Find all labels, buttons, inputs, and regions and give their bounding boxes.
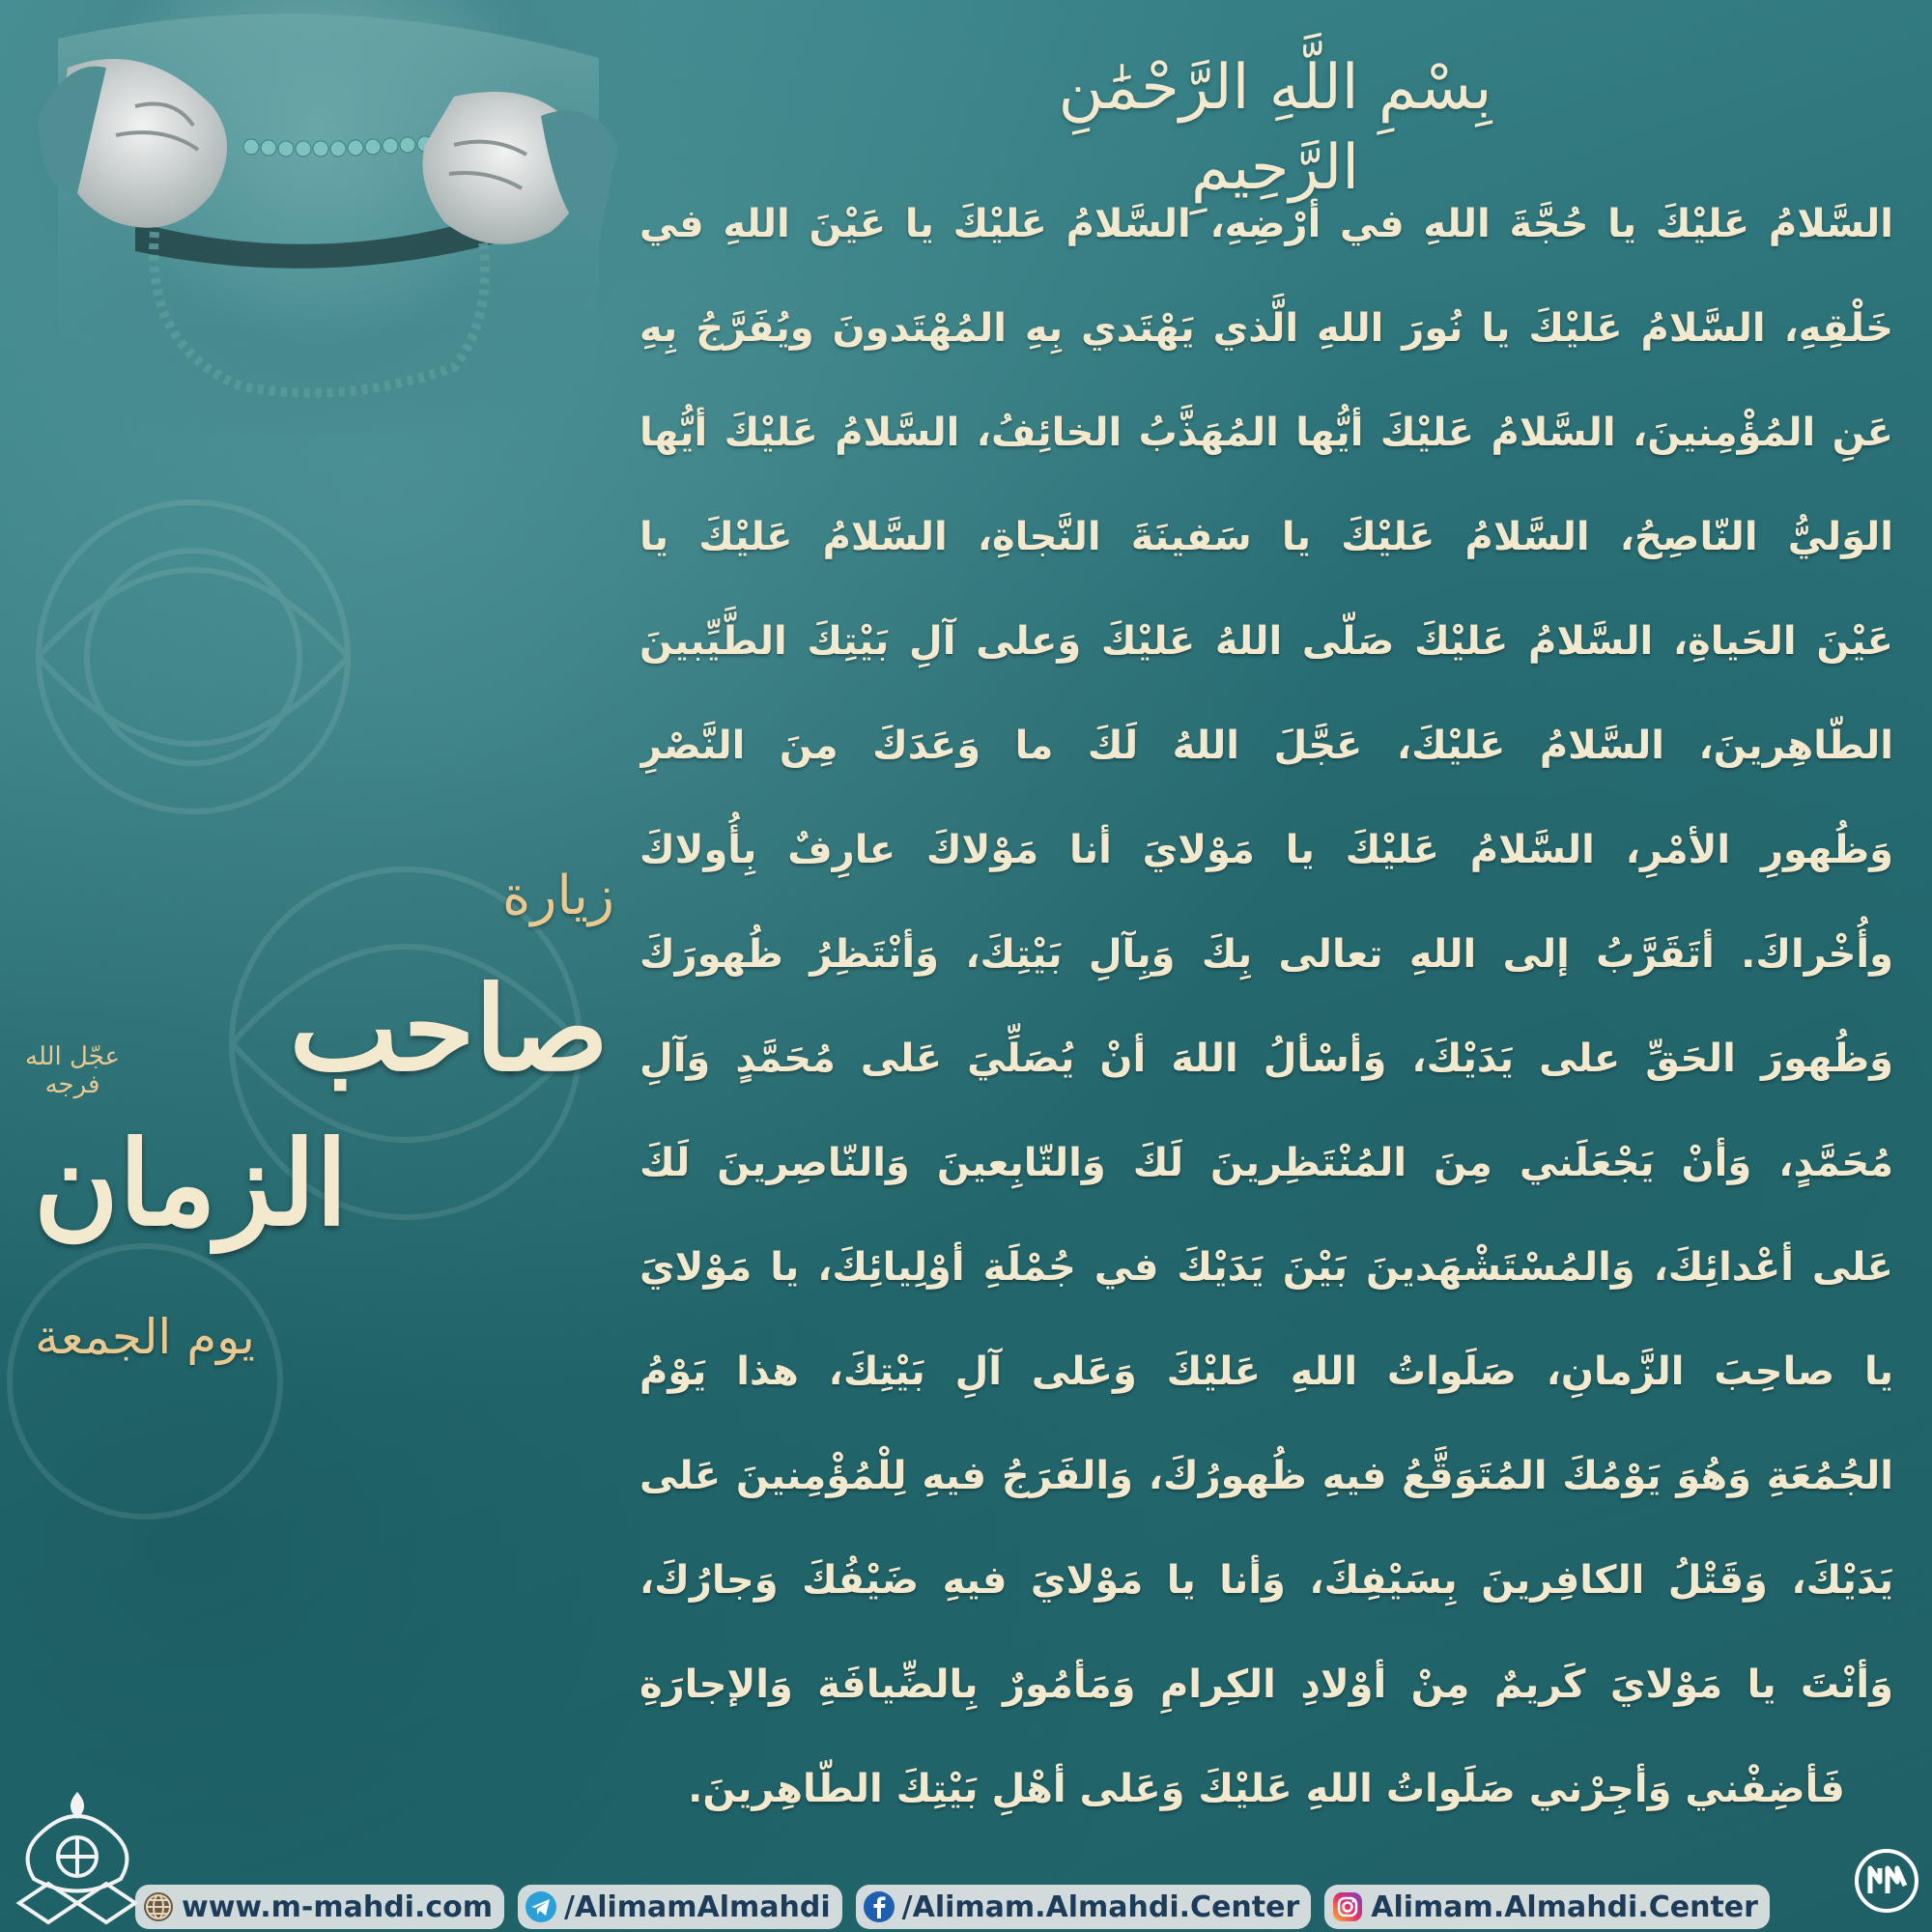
ziyarat-line: السَّلامُ عَليْكَ يا حُجَّةَ اللهِ في أرْضِهِ، السَّلامُ عَليْكَ يا عَيْنَ اللهِ في: [639, 202, 1893, 246]
ziyarat-line: وَظُهورِ الأمْرِ، السَّلامُ عَليْكَ يا مَوْلايَ أنا مَوْلاكَ عارِفٌ بِأُولاكَ: [639, 828, 1893, 872]
globe-icon: [141, 1889, 176, 1924]
ziyarat-line: مُحَمَّدٍ، وَأنْ يَجْعَلَني مِنَ المُنْتَظِرينَ لَكَ وَالتّابِعينَ وَالنّاصِرينَ لَكَ: [639, 1141, 1893, 1185]
ziyarat-line: خَلْقِهِ، السَّلامُ عَليْكَ يا نُورَ اللهِ الَّذي يَهْتَدي بِهِ المُهْتَدونَ ويُفَرَّجُ بِهِ: [639, 306, 1893, 351]
ziyarat-line: وَظُهورَ الحَقِّ على يَدَيْكَ، وَأسْألُ اللهَ أنْ يُصَلِّيَ عَلى مُحَمَّدٍ وَآلِ: [639, 1037, 1893, 1081]
center-logo-icon: [10, 1787, 145, 1932]
title-sahib: صاحب: [289, 961, 609, 1097]
ziyarat-line: الوَليُّ النّاصِحُ، السَّلامُ عَليْكَ يا سَفينَةَ النَّجاةِ، السَّلامُ عَليْكَ يا: [639, 515, 1893, 559]
telegram-text: /AlimamAlmahdi: [564, 1889, 831, 1924]
ziyarat-line: وَأنْتَ يا مَوْلايَ كَريمٌ مِنْ أوْلادِ الكِرامِ وَمَأمُورٌ بِالضِّيافَةِ وَالإجارَةِ: [639, 1662, 1893, 1707]
title-ziyara: زيارة: [502, 865, 615, 927]
facebook-link[interactable]: [856, 1885, 1312, 1929]
facebook-text: /Alimam.Almahdi.Center: [901, 1889, 1300, 1924]
title-blessing: عجّل الله فرجه: [25, 1042, 120, 1099]
ziyarat-line: فَأضِفْني وَأجِرْني صَلَواتُ اللهِ عَليْكَ وَعَلى أهْلِ بَيْتِكَ الطّاهِرينَ.: [688, 1767, 1845, 1811]
title-zaman: الزمان: [33, 1116, 348, 1252]
ziyarat-line: الطّاهِرينَ، السَّلامُ عَليْكَ، عَجَّلَ اللهُ لَكَ ما وَعَدَكَ مِنَ النَّصْرِ: [639, 724, 1893, 768]
monogram-logo-icon: [1853, 1847, 1920, 1915]
ziyarat-line: عَلى أعْدائِكَ، وَالمُسْتَشْهَدينَ بَيْنَ يَدَيْكَ في جُمْلَةِ أوْلِيائِكَ، يا مَوْلايَ: [639, 1245, 1893, 1290]
telegram-icon: [524, 1889, 558, 1924]
ziyarat-line: يَدَيْكَ، وَقَتْلُ الكافِرينَ بِسَيْفِكَ، وَأنا يا مَوْلايَ فيهِ ضَيْفُكَ وَجارُكَ،: [639, 1558, 1893, 1603]
instagram-link[interactable]: [1324, 1885, 1770, 1929]
ziyarat-line: عَنِ المُؤْمِنينَ، السَّلامُ عَليْكَ أيُّها المُهَذَّبُ الخائِفُ، السَّلامُ عَليْكَ أيُّها: [639, 411, 1893, 455]
ziyarat-line: عَيْنَ الحَياةِ، السَّلامُ عَليْكَ صَلّى اللهُ عَليْكَ وَعلى آلِ بَيْتِكَ الطَّيِّبينَ: [639, 619, 1893, 664]
footer-links: [135, 1882, 1770, 1932]
ziyarat-line: الجُمُعَةِ وَهُوَ يَوْمُكَ المُتَوَقَّعُ فيهِ ظُهورُكَ، وَالفَرَجُ فيهِ لِلْمُؤْمِنينَ عَلى: [639, 1454, 1893, 1498]
instagram-text: Alimam.Almahdi.Center: [1371, 1889, 1758, 1924]
ziyarat-line: وأُخْراكَ. أتَقَرَّبُ إلى اللهِ تعالى بِكَ وَبِآلِ بَيْتِكَ، وَأنْتَظِرُ ظُهورَكَ: [639, 932, 1893, 977]
title-day: يوم الجمعة: [35, 1309, 255, 1365]
facebook-icon: [862, 1889, 896, 1924]
instagram-icon: [1330, 1889, 1365, 1924]
website-link[interactable]: [135, 1885, 504, 1929]
ziyarat-text: [639, 172, 1893, 1833]
website-text: www.m-mahdi.com: [182, 1889, 494, 1924]
bismillah: بِسْمِ اللَّهِ الرَّحْمَٰنِ الرَّحِيمِ: [1058, 52, 1492, 205]
ziyarat-line: يا صاحِبَ الزَّمانِ، صَلَواتُ اللهِ عَليْكَ وَعَلى آلِ بَيْتِكَ، هذا يَوْمُ: [639, 1350, 1893, 1394]
telegram-link[interactable]: [518, 1885, 842, 1929]
